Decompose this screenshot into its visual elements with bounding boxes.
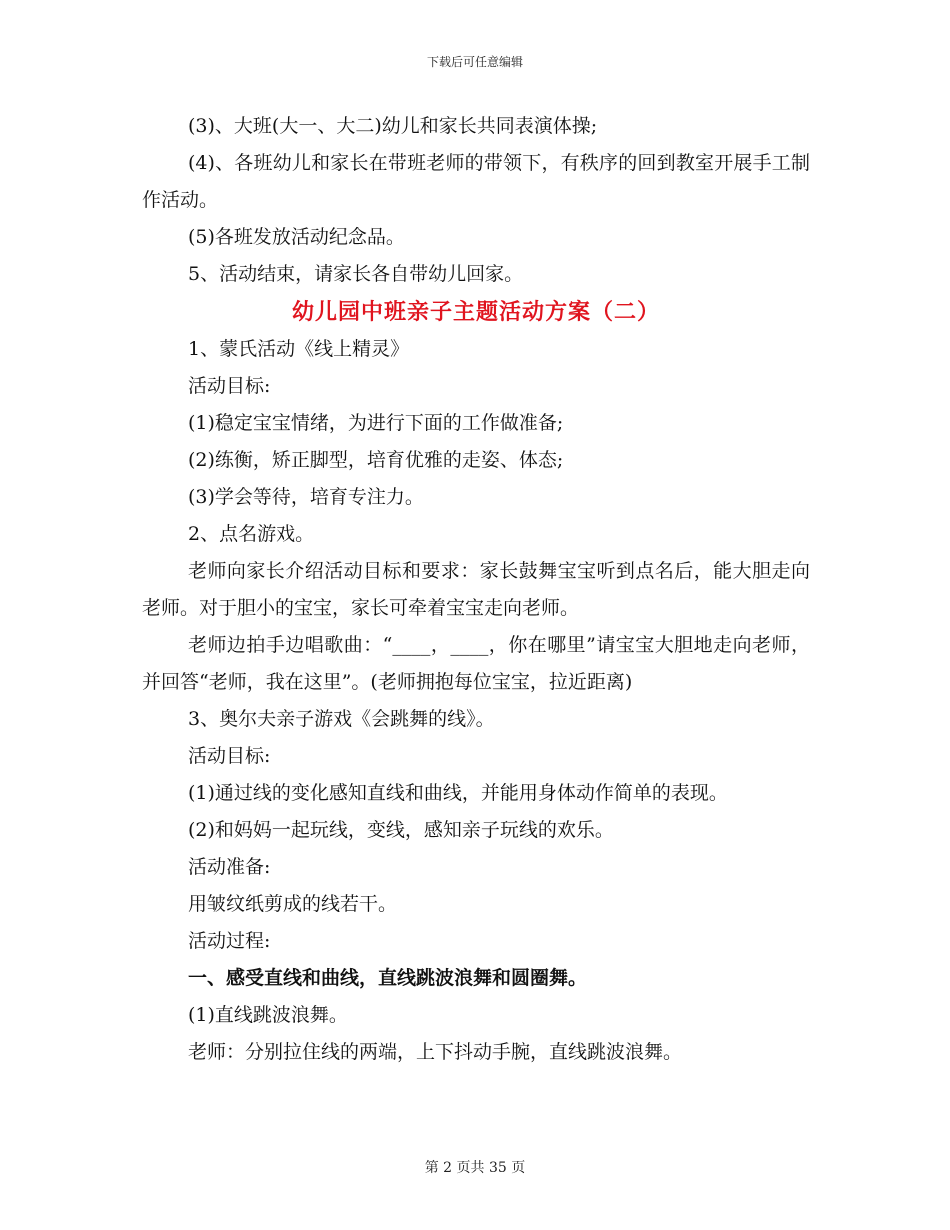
goal-3: (3)学会等待，培育专注力。 [188, 486, 424, 508]
activity-3-heading: 3、奥尔夫亲子游戏《会跳舞的线》。 [188, 708, 495, 730]
activity-goals-label: 活动目标: [188, 375, 271, 397]
activity-goals-label-2: 活动目标: [188, 745, 271, 767]
teacher-instruction: 老师：分别拉住线的两端，上下抖动手腕，直线跳波浪舞。 [188, 1041, 683, 1063]
goal-3-1: (1)通过线的变化感知直线和曲线，并能用身体动作简单的表现。 [188, 782, 728, 804]
page-footer: 第 2 页共 35 页 [424, 1160, 526, 1176]
preparation-label: 活动准备: [188, 856, 271, 878]
process-label: 活动过程: [188, 930, 271, 952]
process-step-1-heading: 一、感受直线和曲线，直线跳波浪舞和圆圈舞。 [188, 967, 588, 989]
goal-3-2: (2)和妈妈一起玩线，变线，感知亲子玩线的欢乐。 [188, 819, 614, 841]
process-step-1-1: (1)直线跳波浪舞。 [188, 1004, 348, 1026]
goal-1: (1)稳定宝宝情绪，为进行下面的工作做准备; [188, 412, 564, 434]
activity-1-heading: 1、蒙氏活动《线上精灵》 [188, 338, 410, 360]
activity-2-heading: 2、点名游戏。 [188, 523, 315, 545]
goal-2: (2)练衡，矫正脚型，培育优雅的走姿、体态; [188, 449, 564, 471]
paragraph-item-4: (4)、各班幼儿和家长在带班老师的带领下，有秩序的回到教室开展手工制作活动。 [142, 152, 810, 211]
paragraph-item-3: (3)、大班(大一、大二)幼儿和家长共同表演体操; [188, 115, 598, 137]
roll-call-paragraph-2: 老师边拍手边唱歌曲：“____，____，你在哪里”请宝宝大胆地走向老师，并回答“老师，我在这里”。(老师拥抱每位宝宝，拉近距离) [142, 634, 810, 693]
preparation-text: 用皱纹纸剪成的线若干。 [188, 893, 398, 915]
section-title: 幼儿园中班亲子主题活动方案（二） [291, 299, 660, 325]
paragraph-item-5: (5)各班发放活动纪念品。 [188, 226, 405, 248]
document-body [142, 108, 810, 1071]
page-header: 下载后可任意编辑 [426, 55, 523, 69]
paragraph-step-5: 5、活动结束，请家长各自带幼儿回家。 [188, 263, 524, 285]
roll-call-paragraph-1: 老师向家长介绍活动目标和要求：家长鼓舞宝宝听到点名后，能大胆走向老师。对于胆小的宝宝，家长可牵着宝宝走向老师。 [142, 560, 810, 619]
